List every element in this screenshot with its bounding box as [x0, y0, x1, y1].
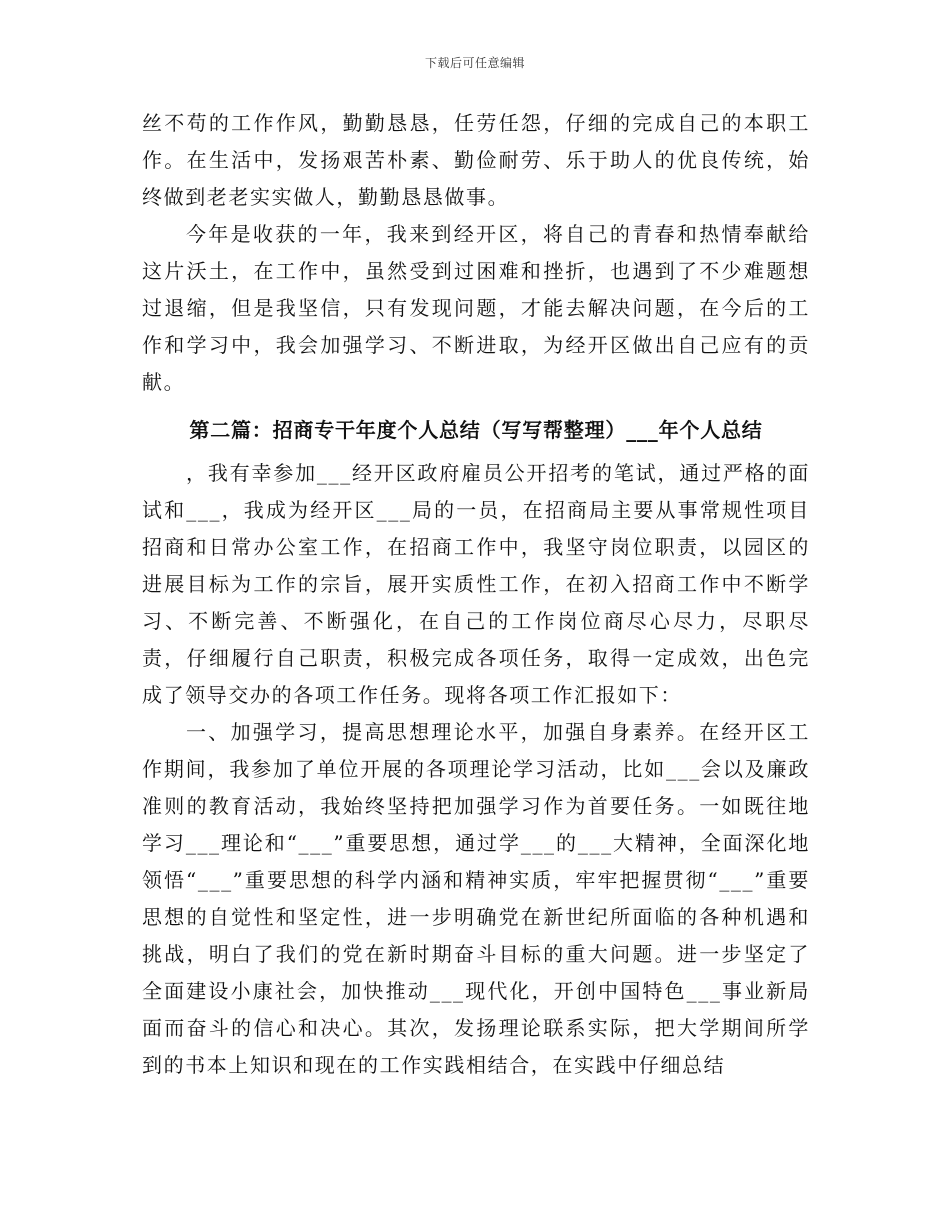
- document-body: [142, 105, 810, 1084]
- paragraph-section-one: 一、加强学习，提高思想理论水平，加强自身素养。在经开区工作期间，我参加了单位开展的各项理论学习活动，比如___会以及廉政准则的教育活动，我始终坚持把加强学习作为首要任务。一如既往地学习___理论和“___”重要思想，通过学___的___大精神，全面深化地领悟“___”重要思想的科学内涵和精神实质，牢牢把握贯彻“___”重要思想的自觉性和坚定性，进一步明确党在新世纪所面临的各种机遇和挑战，明白了我们的党在新时期奋斗目标的重大问题。进一步坚定了全面建设小康社会，加快推动___现代化，开创中国特色___事业新局面而奋斗的信心和决心。其次，发扬理论联系实际，把大学期间所学到的书本上知识和现在的工作实践相结合，在实践中仔细总结: [142, 720, 810, 1077]
- paragraph-continuation: 丝不苟的工作作风，勤勤恳恳，任劳任怨，仔细的完成自己的本职工作。在生活中，发扬艰苦朴素、勤俭耐劳、乐于助人的优良传统，始终做到老老实实做人，勤勤恳恳做事。: [142, 111, 810, 209]
- section-title: 第二篇：招商专干年度个人总结（写写帮整理）___年个人总结: [189, 418, 763, 442]
- paragraph-harvest-year: 今年是收获的一年，我来到经开区，将自己的青春和热情奉献给这片沃土，在工作中，虽然受到过困难和挫折，也遇到了不少难题想过退缩，但是我坚信，只有发现问题，才能去解决问题，在今后的工作和学习中，我会加强学习、不断进取，为经开区做出自己应有的贡献。: [142, 222, 810, 394]
- paragraph-intro: ，我有幸参加___经开区政府雇员公开招考的笔试，通过严格的面试和___，我成为经开区___局的一员，在招商局主要从事常规性项目招商和日常办公室工作，在招商工作中，我坚守岗位职责，以园区的进展目标为工作的宗旨，展开实质性工作，在初入招商工作中不断学习、不断完善、不断强化，在自己的工作岗位商尽心尽力，尽职尽责，仔细履行自己职责，积极完成各项任务，取得一定成效，出色完成了领导交办的各项工作任务。现将各项工作汇报如下：: [142, 461, 810, 707]
- page-header: 下载后可任意编辑: [424, 56, 525, 70]
